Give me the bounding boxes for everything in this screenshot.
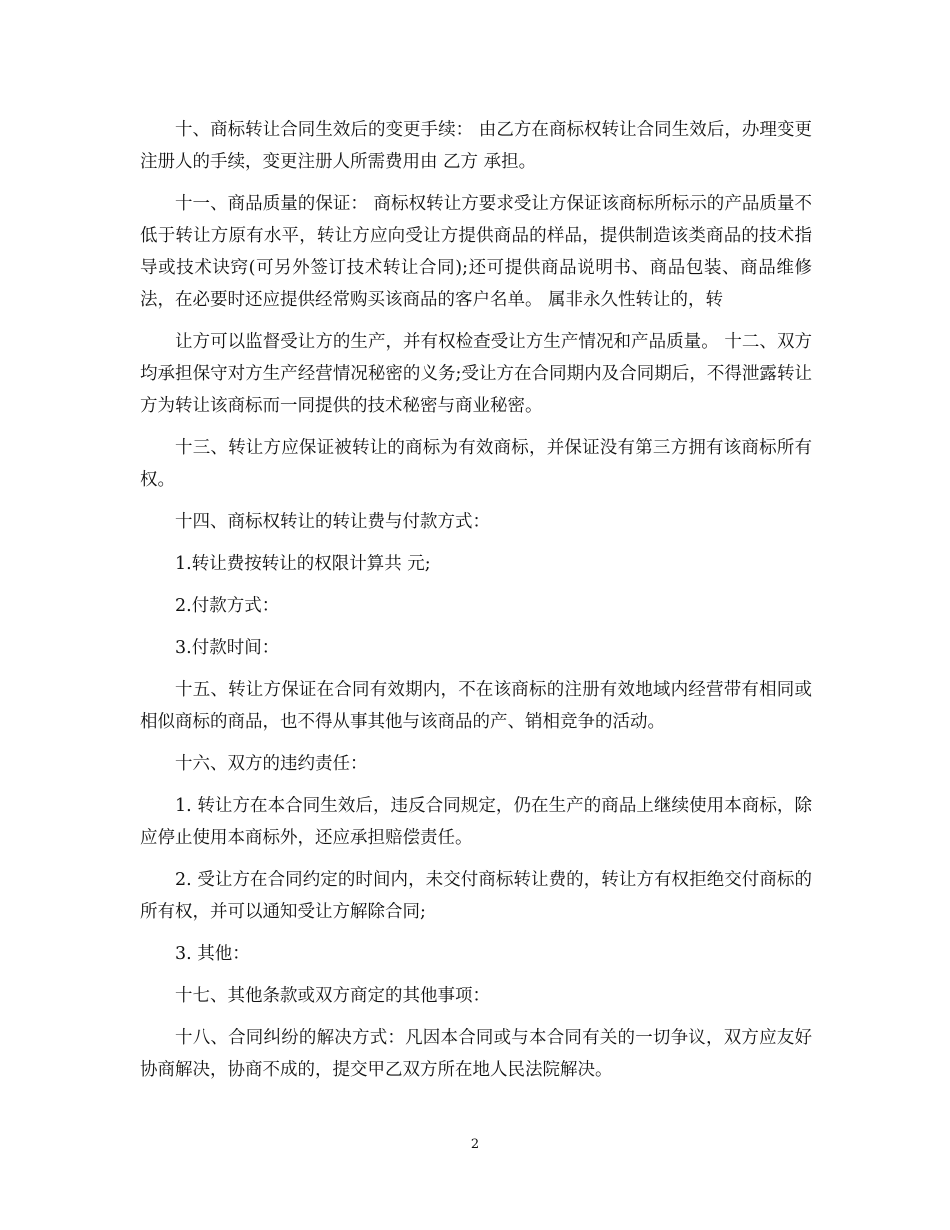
clause-14-item-1: 1.转让费按转让的权限计算共 元; — [175, 554, 431, 574]
clause-16-item-3: 3. 其他： — [175, 944, 250, 964]
clause-11-paragraph: 十一、商品质量的保证： 商标权转让方要求受让方保证该商标所标示的产品质量不低于转让方原有水平，转让方应向受让方提供商品的样品，提供制造该类商品的技术指导或技术诀窍(可另外签订技术转让合同);还可提供商品说明书、商品包装、商品维修法，在必要时还应提供经常购买该商品的客户名单。 属非永久性转让的，转 — [140, 194, 812, 310]
clause-16-heading: 十六、双方的违约责任： — [175, 754, 368, 774]
page-number: 2 — [470, 1137, 480, 1152]
clause-18-paragraph: 十八、合同纠纷的解决方式：凡因本合同或与本合同有关的一切争议，双方应友好协商解决，协商不成的，提交甲乙双方所在地人民法院解决。 — [140, 1028, 812, 1080]
clause-15-paragraph: 十五、转让方保证在合同有效期内，不在该商标的注册有效地域内经营带有相同或相似商标的商品，也不得从事其他与该商品的产、销相竞争的活动。 — [140, 680, 812, 732]
clause-16-item-2: 2. 受让方在合同约定的时间内，未交付商标转让费的，转让方有权拒绝交付商标的所有权，并可以通知受让方解除合同; — [140, 870, 812, 922]
clause-14-item-3: 3.付款时间： — [175, 638, 280, 658]
clause-14-item-2: 2.付款方式： — [175, 596, 280, 616]
clause-16-item-1: 1. 转让方在本合同生效后，违反合同规定，仍在生产的商品上继续使用本商标，除应停止使用本商标外，还应承担赔偿责任。 — [140, 796, 812, 848]
document-body — [140, 114, 812, 1096]
clause-10-paragraph: 十、商标转让合同生效后的变更手续： 由乙方在商标权转让合同生效后，办理变更注册人的手续，变更注册人所需费用由 乙方 承担。 — [140, 120, 812, 172]
clause-17-paragraph: 十七、其他条款或双方商定的其他事项： — [175, 986, 490, 1006]
clause-13-paragraph: 十三、转让方应保证被转让的商标为有效商标，并保证没有第三方拥有该商标所有权。 — [140, 438, 812, 490]
clause-11-12-continuation-paragraph: 让方可以监督受让方的生产，并有权检查受让方生产情况和产品质量。 十二、双方均承担保守对方生产经营情况秘密的义务;受让方在合同期内及合同期后，不得泄露转让方为转让该商标而一同提供的技术秘密与商业秘密。 — [140, 332, 812, 416]
clause-14-heading: 十四、商标权转让的转让费与付款方式： — [175, 512, 490, 532]
